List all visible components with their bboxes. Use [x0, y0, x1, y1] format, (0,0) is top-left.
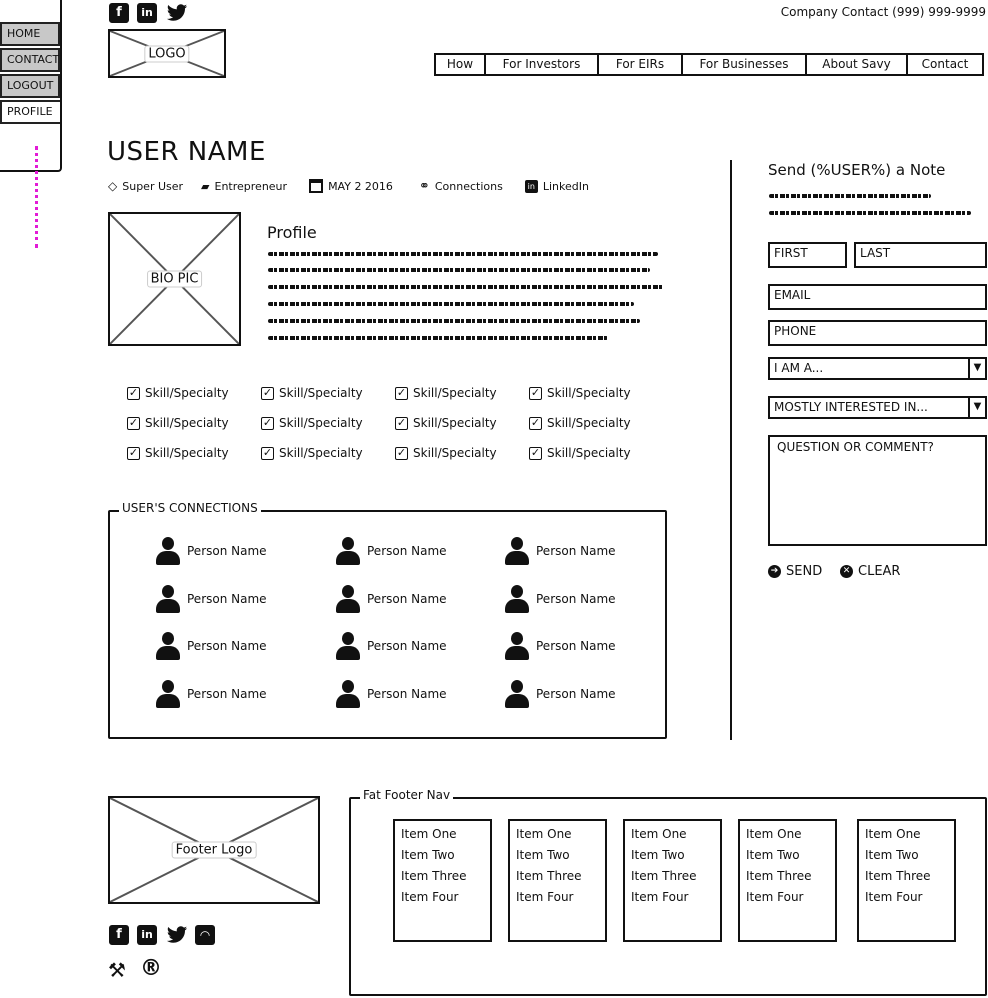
footer-link[interactable]: Item Two	[401, 848, 455, 862]
company-contact: Company Contact (999) 999-9999	[780, 5, 986, 19]
skill-item[interactable]: ✓ Skill/Specialty	[530, 415, 631, 430]
footer-link[interactable]: Item One	[746, 827, 802, 841]
link-icon[interactable]: ⚭	[418, 178, 430, 194]
person-icon	[335, 680, 361, 708]
logo[interactable]	[108, 29, 226, 78]
nav-for-eirs[interactable]: For EIRs	[599, 55, 683, 74]
user-meta	[108, 179, 589, 193]
connection-item[interactable]: Person Name	[335, 537, 447, 565]
twitter-icon[interactable]	[166, 924, 188, 946]
check-icon: ✓	[128, 445, 139, 459]
connection-item[interactable]: Person Name	[335, 585, 447, 613]
person-icon	[504, 680, 530, 708]
graduation-cap-icon: ▰	[201, 179, 210, 193]
skill-item[interactable]: ✓ Skill/Specialty	[396, 445, 497, 460]
profile-heading: Profile	[267, 223, 317, 242]
connection-item[interactable]: Person Name	[335, 632, 447, 660]
skill-item[interactable]: ✓ Skill/Specialty	[128, 385, 229, 400]
person-icon	[335, 537, 361, 565]
i-am-value: I AM A...	[774, 361, 824, 375]
footer-link[interactable]: Item Three	[746, 869, 812, 883]
interest-select[interactable]	[768, 396, 987, 419]
footer-logo[interactable]	[108, 796, 320, 904]
footer-link[interactable]: Item One	[631, 827, 687, 841]
first-name-field[interactable]: FIRST	[768, 242, 847, 268]
connection-item[interactable]: Person Name	[155, 680, 267, 708]
bio-pic-label: BIO PIC	[147, 271, 203, 288]
footer-link[interactable]: Item Three	[631, 869, 697, 883]
footer-link[interactable]: Item Four	[631, 890, 689, 904]
rss-icon[interactable]: ◠	[195, 925, 215, 945]
meta-date: MAY 2 2016	[328, 179, 393, 193]
calendar-icon	[309, 179, 323, 193]
phone-field[interactable]: PHONE	[768, 320, 987, 346]
footer-nav-column	[508, 819, 607, 942]
footer-link[interactable]: Item Two	[516, 848, 570, 862]
check-icon: ✓	[396, 385, 407, 399]
footer-nav-column	[393, 819, 492, 942]
skill-item[interactable]: ✓ Skill/Specialty	[128, 415, 229, 430]
meta-type: Entrepreneur	[214, 179, 288, 193]
check-icon: ✓	[396, 445, 407, 459]
email-field[interactable]: EMAIL	[768, 284, 987, 310]
linkedin-icon[interactable]: in	[137, 925, 157, 945]
person-icon	[155, 680, 181, 708]
footer-link[interactable]: Item Two	[746, 848, 800, 862]
footer-link[interactable]: Item Four	[516, 890, 574, 904]
diamond-icon: ◇	[108, 179, 118, 193]
meta-linkedin[interactable]: LinkedIn	[542, 179, 589, 193]
person-icon	[155, 585, 181, 613]
connection-item[interactable]: Person Name	[155, 585, 267, 613]
chevron-down-icon[interactable]: ▼	[968, 359, 985, 378]
skill-item[interactable]: ✓ Skill/Specialty	[396, 415, 497, 430]
check-icon: ✓	[128, 385, 139, 399]
footer-nav-column	[738, 819, 837, 942]
footer-nav-column	[623, 819, 722, 942]
connection-item[interactable]: Person Name	[504, 537, 616, 565]
footer-link[interactable]: Item Four	[746, 890, 804, 904]
person-icon	[504, 585, 530, 613]
side-tab-profile[interactable]: PROFILE	[0, 100, 60, 124]
main-nav	[434, 53, 984, 76]
check-icon: ✓	[530, 415, 541, 429]
footer-link[interactable]: Item Two	[865, 848, 919, 862]
connection-item[interactable]: Person Name	[504, 632, 616, 660]
person-icon	[155, 632, 181, 660]
clear-button[interactable]: ✕ CLEAR	[840, 564, 900, 579]
facebook-icon[interactable]: f	[109, 925, 129, 945]
i-am-select[interactable]	[768, 357, 987, 380]
nav-contact[interactable]: Contact	[921, 57, 969, 71]
nav-for-investors[interactable]: For Investors	[486, 55, 599, 74]
person-icon	[504, 537, 530, 565]
nav-about-savy[interactable]: About Savy	[807, 55, 908, 74]
close-icon: ✕	[840, 565, 853, 578]
check-icon: ✓	[530, 385, 541, 399]
check-icon: ✓	[262, 385, 273, 399]
bio-pic	[108, 212, 241, 346]
connections-legend: USER'S CONNECTIONS	[119, 501, 261, 515]
gavel-icon[interactable]: ⚒	[108, 958, 126, 982]
skill-item[interactable]: ✓ Skill/Specialty	[128, 445, 229, 460]
twitter-icon[interactable]	[166, 2, 188, 24]
page-title: USER NAME	[107, 137, 266, 167]
skill-item[interactable]: ✓ Skill/Specialty	[396, 385, 497, 400]
check-icon: ✓	[530, 445, 541, 459]
send-button[interactable]: ➔ SEND	[768, 564, 822, 579]
footer-link[interactable]: Item Two	[631, 848, 685, 862]
nav-how[interactable]: How	[436, 55, 486, 74]
footer-logo-label: Footer Logo	[172, 842, 257, 859]
person-icon	[504, 632, 530, 660]
dotted-guide	[35, 146, 38, 248]
side-tab-logout[interactable]: LOGOUT	[0, 74, 60, 98]
connection-item[interactable]: Person Name	[504, 680, 616, 708]
skill-item[interactable]: ✓ Skill/Specialty	[530, 385, 631, 400]
logo-label: LOGO	[144, 45, 189, 62]
nav-for-businesses[interactable]: For Businesses	[683, 55, 807, 74]
footer-link[interactable]: Item Three	[865, 869, 931, 883]
chevron-down-icon[interactable]: ▼	[968, 398, 985, 417]
facebook-icon[interactable]: f	[109, 3, 129, 23]
check-icon: ✓	[128, 415, 139, 429]
note-form-title: Send (%USER%) a Note	[768, 161, 946, 179]
footer-link[interactable]: Item Four	[865, 890, 923, 904]
comment-textarea[interactable]: QUESTION OR COMMENT?	[768, 435, 987, 546]
footer-nav-legend: Fat Footer Nav	[360, 788, 453, 802]
side-tab-contact[interactable]: CONTACT	[0, 48, 60, 72]
connection-item[interactable]: Person Name	[155, 632, 267, 660]
footer-link[interactable]: Item Three	[516, 869, 582, 883]
person-icon	[335, 632, 361, 660]
footer-link[interactable]: Item One	[865, 827, 921, 841]
skill-item[interactable]: ✓ Skill/Specialty	[262, 385, 363, 400]
side-tab-home[interactable]: HOME	[0, 22, 60, 46]
footer-link[interactable]: Item Three	[401, 869, 467, 883]
interest-value: MOSTLY INTERESTED IN...	[774, 400, 928, 414]
person-icon	[155, 537, 181, 565]
connection-item[interactable]: Person Name	[504, 585, 616, 613]
registered-icon: ®	[140, 956, 162, 981]
skill-item[interactable]: ✓ Skill/Specialty	[530, 445, 631, 460]
check-icon: ✓	[396, 415, 407, 429]
side-tabs	[0, 0, 62, 172]
footer-nav-column	[857, 819, 956, 942]
connection-item[interactable]: Person Name	[155, 537, 267, 565]
person-icon	[335, 585, 361, 613]
footer-link[interactable]: Item One	[401, 827, 457, 841]
linkedin-icon[interactable]: in	[137, 3, 157, 23]
skill-item[interactable]: ✓ Skill/Specialty	[262, 445, 363, 460]
meta-role: Super User	[122, 179, 184, 193]
footer-link[interactable]: Item One	[516, 827, 572, 841]
footer-link[interactable]: Item Four	[401, 890, 459, 904]
skill-item[interactable]: ✓ Skill/Specialty	[262, 415, 363, 430]
check-icon: ✓	[262, 415, 273, 429]
check-icon: ✓	[262, 445, 273, 459]
last-name-field[interactable]: LAST	[854, 242, 987, 268]
column-divider	[730, 160, 732, 740]
connection-item[interactable]: Person Name	[335, 680, 447, 708]
arrow-right-icon: ➔	[768, 565, 781, 578]
linkedin-icon[interactable]: in	[525, 180, 538, 193]
meta-connections[interactable]: Connections	[434, 179, 503, 193]
